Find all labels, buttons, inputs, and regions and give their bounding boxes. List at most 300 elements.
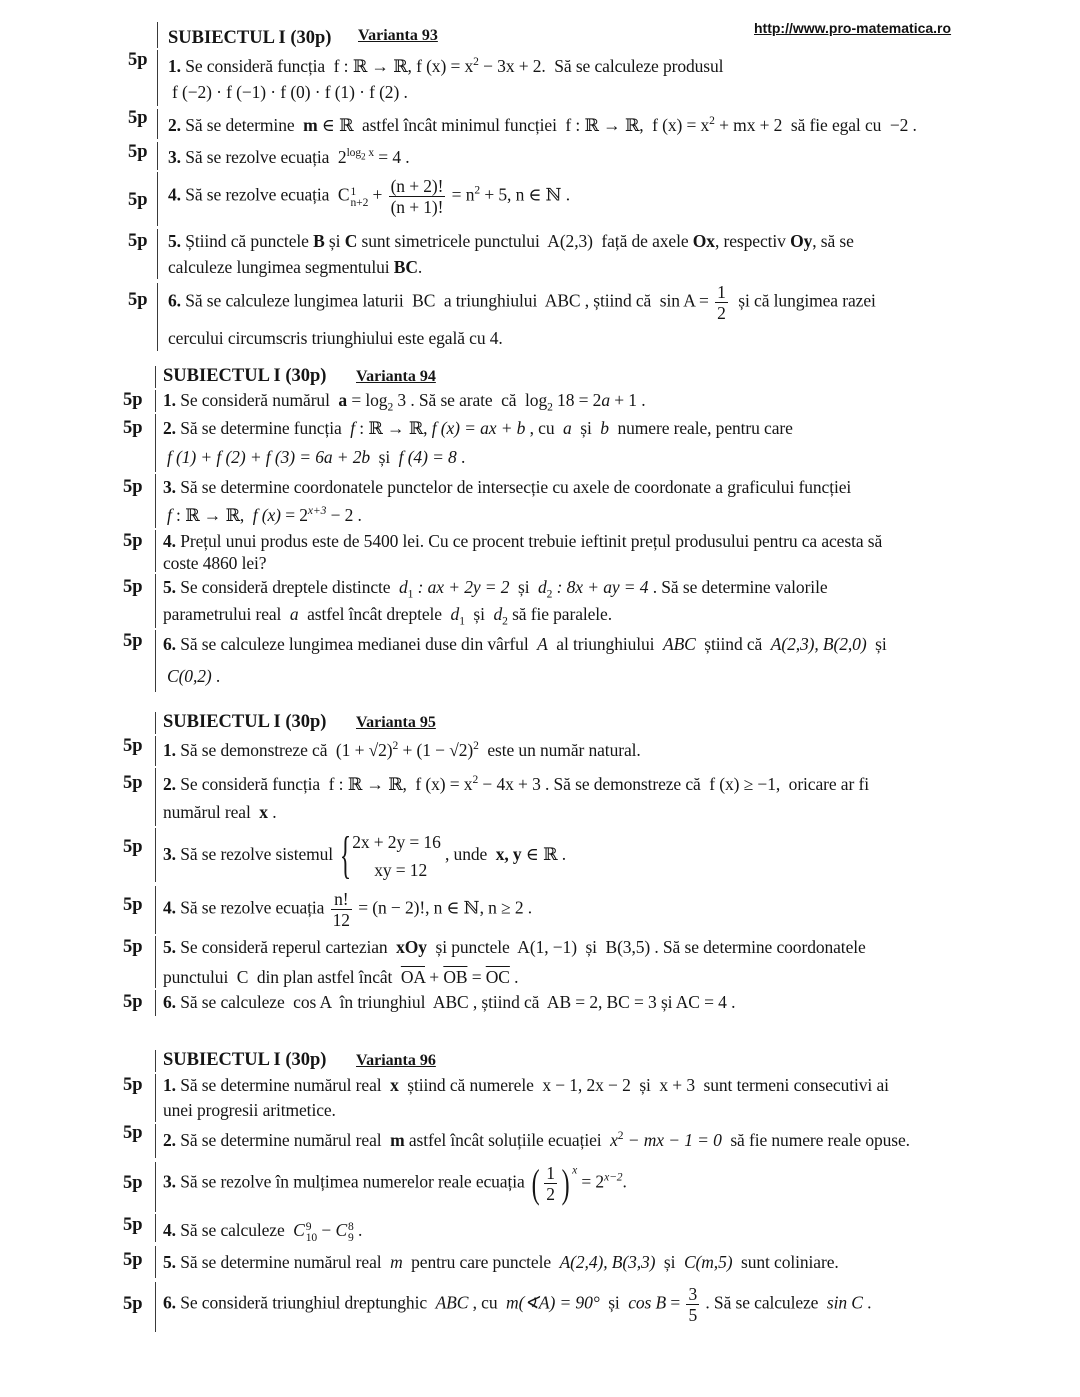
math-variable: x bbox=[610, 1130, 618, 1150]
problem-text-line bbox=[168, 327, 503, 349]
fraction bbox=[331, 889, 352, 930]
points-label: 5p bbox=[123, 477, 143, 497]
problem-text-line bbox=[167, 504, 362, 526]
text-segment: este un număr natural. bbox=[478, 740, 641, 760]
text-segment: = 2 bbox=[577, 1171, 605, 1192]
problem-text-line bbox=[168, 55, 723, 77]
text-segment: Se consideră dreptele distincte bbox=[175, 577, 399, 597]
text-segment: Se consideră reperul cartezian bbox=[175, 937, 397, 957]
margin-rule bbox=[155, 828, 156, 882]
variant-label: Varianta 96 bbox=[356, 1052, 436, 1069]
margin-rule bbox=[155, 1214, 156, 1242]
points-label: 5p bbox=[123, 773, 143, 793]
problem-text-line bbox=[163, 889, 532, 930]
vector-oa: $\overline{OA}$ bbox=[400, 967, 425, 987]
fraction bbox=[715, 282, 728, 323]
problem-text-line bbox=[172, 81, 408, 103]
problem-number: 6. bbox=[163, 1292, 176, 1313]
text-segment: − 2 . bbox=[326, 505, 362, 525]
points-label: 5p bbox=[123, 992, 143, 1012]
text-segment: . bbox=[417, 257, 423, 277]
text-segment: și bbox=[464, 604, 494, 624]
log-base: 2 bbox=[547, 401, 553, 414]
text-segment: Să se calculeze lungimea laturii BC a triunghiului ABC , știind că sin A = bbox=[180, 290, 714, 311]
points-label: 5p bbox=[123, 895, 143, 915]
points-label: 5p bbox=[123, 418, 143, 438]
text-segment: + mx + 2 să fie egal cu −2 . bbox=[714, 115, 917, 135]
text-segment: să fie paralele. bbox=[507, 604, 613, 624]
points-label: 5p bbox=[123, 1215, 143, 1235]
text-segment: și că lungimea razei bbox=[729, 290, 876, 311]
problem-number: 5. bbox=[163, 577, 176, 597]
text-segment: și bbox=[655, 1252, 684, 1272]
problem-text-line bbox=[168, 282, 876, 323]
exponent: 2 bbox=[709, 115, 715, 128]
denominator: 5 bbox=[688, 1305, 698, 1325]
text-segment: sunt simetricele punctului A(2,3) față de axele bbox=[357, 231, 693, 251]
text-segment: + 1 . bbox=[609, 390, 646, 410]
fraction bbox=[686, 1284, 699, 1325]
text-segment: cercului circumscris triunghiului este egală cu 4. bbox=[168, 328, 503, 348]
equation-system bbox=[352, 828, 441, 884]
superscript: 9 bbox=[305, 1221, 312, 1234]
text-segment: Să se determine bbox=[180, 115, 304, 135]
exponent: 2 bbox=[474, 184, 481, 197]
subscript: 2 bbox=[502, 615, 508, 628]
math-expression: f (4) = 8 bbox=[398, 447, 457, 467]
margin-rule bbox=[155, 990, 156, 1016]
points-label: 5p bbox=[123, 937, 143, 957]
text-segment: + bbox=[368, 184, 387, 205]
text-segment: calculeze lungimea segmentului bbox=[168, 257, 394, 277]
text-segment: 18 = 2 bbox=[552, 390, 602, 410]
text-segment: pentru care punctele bbox=[402, 1252, 560, 1272]
exponent: 2 bbox=[472, 774, 479, 787]
superscript: 1 bbox=[350, 185, 357, 198]
section-heading: SUBIECTUL I (30p) bbox=[163, 366, 327, 386]
log-text: log bbox=[346, 147, 362, 160]
log-argument: x bbox=[365, 147, 375, 160]
point-label: C bbox=[344, 231, 358, 251]
points-label: 5p bbox=[123, 390, 143, 410]
text-segment: punctului C din plan astfel încât bbox=[163, 967, 401, 987]
problem-text-line bbox=[163, 1219, 362, 1244]
problem-text-line bbox=[163, 476, 851, 498]
text-segment: , unde bbox=[440, 844, 496, 865]
exponent: 2 bbox=[473, 740, 479, 753]
text-segment: , cu bbox=[468, 1292, 507, 1313]
margin-rule bbox=[155, 712, 156, 734]
problem-text-line bbox=[163, 1099, 336, 1121]
points-label: 5p bbox=[123, 736, 143, 756]
denominator: (n + 1)! bbox=[390, 197, 444, 217]
problem-text-line bbox=[168, 146, 410, 168]
text-segment: și bbox=[599, 1292, 629, 1313]
variant-label: Varianta 95 bbox=[356, 714, 436, 731]
coordinates: C(0,2) bbox=[167, 666, 212, 686]
exponent: 2 bbox=[473, 56, 479, 69]
margin-rule bbox=[155, 886, 156, 934]
text-segment: Se consideră triunghiul dreptunghic bbox=[175, 1292, 436, 1313]
text-segment: 3 . Să se arate că log bbox=[393, 390, 548, 410]
exponent: 2 bbox=[392, 740, 399, 753]
problem-number: 1. bbox=[163, 390, 176, 410]
math-variable: x bbox=[259, 802, 268, 822]
points-label: 5p bbox=[128, 142, 148, 162]
text-segment: sunt termeni consecutivi ai bbox=[694, 1075, 889, 1095]
margin-rule bbox=[157, 142, 158, 170]
math-variable: a bbox=[563, 418, 572, 438]
points-label: 5p bbox=[123, 577, 143, 597]
exponent bbox=[346, 147, 375, 162]
text-segment: Să se determine funcția bbox=[175, 418, 351, 438]
text-segment: Să se rezolve ecuația C bbox=[180, 184, 350, 205]
problem-text-line bbox=[168, 256, 422, 278]
margin-rule bbox=[155, 736, 156, 766]
points-label: 5p bbox=[128, 108, 148, 128]
problem-text-line bbox=[163, 530, 882, 552]
problem-text-line bbox=[163, 1251, 839, 1273]
text-segment: − bbox=[317, 1220, 336, 1240]
problem-text-line bbox=[168, 230, 854, 252]
problem-text-line bbox=[167, 446, 465, 468]
problem-text-line bbox=[168, 176, 570, 217]
margin-rule bbox=[155, 366, 156, 388]
log-base: 2 bbox=[361, 151, 366, 162]
exponent: x+3 bbox=[307, 505, 327, 518]
numerator: n! bbox=[334, 889, 349, 909]
text-segment: Se consideră funcția f : ℝ → ℝ, f (x) = x bbox=[175, 774, 473, 794]
problem-text-line bbox=[163, 936, 866, 958]
problem-number: 2. bbox=[163, 418, 176, 438]
text-segment: și bbox=[571, 418, 601, 438]
margin-rule bbox=[155, 530, 156, 572]
problem-text-line bbox=[163, 1284, 871, 1325]
text-segment: sunt coliniare. bbox=[732, 1252, 839, 1272]
text-segment: : ℝ → ℝ, bbox=[354, 418, 432, 438]
numerator: 1 bbox=[717, 282, 726, 302]
text-segment: − 3x + 2. Să se calculeze produsul bbox=[478, 56, 724, 76]
problem-text-line bbox=[163, 633, 887, 655]
problem-text-line bbox=[163, 389, 646, 414]
math-variable: x, y bbox=[495, 844, 522, 865]
right-paren-icon: ) bbox=[561, 1160, 570, 1206]
problem-text-line bbox=[163, 801, 277, 823]
denominator: 2 bbox=[546, 1184, 555, 1204]
combination-indices bbox=[306, 1222, 317, 1244]
text-segment: = bbox=[666, 1292, 685, 1313]
log-base: 2 bbox=[387, 401, 394, 414]
text-segment: și punctele A(1, −1) și B(3,5) . Să se determine coordonatele bbox=[426, 937, 866, 957]
points-label: 5p bbox=[128, 231, 148, 251]
text-segment: și bbox=[630, 1075, 660, 1095]
text-segment: și bbox=[370, 447, 399, 467]
text-segment: , respectiv bbox=[714, 231, 791, 251]
line-name: d bbox=[450, 604, 460, 624]
text-segment: . bbox=[622, 1171, 627, 1192]
math-expression: f (1) + f (2) + f (3) = 6a + 2b bbox=[167, 447, 371, 467]
margin-rule bbox=[157, 109, 158, 139]
subscript: 2 bbox=[546, 588, 553, 601]
text-segment: unei progresii aritmetice. bbox=[163, 1100, 336, 1120]
math-expression: f bbox=[167, 505, 172, 525]
text-segment: al triunghiului bbox=[547, 634, 663, 654]
section-heading: SUBIECTUL I (30p) bbox=[163, 1050, 327, 1070]
combination-symbol: C bbox=[335, 1220, 348, 1240]
text-segment: Să se rezolve în mulțimea numerelor reale ecuația bbox=[175, 1171, 529, 1192]
section-heading: SUBIECTUL I (30p) bbox=[163, 712, 327, 732]
text-segment: : ℝ → ℝ, bbox=[171, 505, 253, 525]
text-segment: Să se demonstreze că (1 + √2) bbox=[175, 740, 393, 760]
margin-rule bbox=[157, 50, 158, 106]
triangle-label: ABC bbox=[435, 1292, 469, 1313]
problem-number: 3. bbox=[163, 844, 176, 865]
problem-text-line bbox=[163, 1160, 627, 1206]
margin-rule bbox=[155, 414, 156, 472]
points-label: 5p bbox=[123, 531, 143, 551]
math-variable: x bbox=[390, 1075, 399, 1095]
text-segment: . bbox=[456, 447, 466, 467]
text-segment: și bbox=[509, 577, 539, 597]
point-label: A bbox=[537, 634, 548, 654]
math-variable: m bbox=[390, 1130, 405, 1150]
math-expression: x + 3 bbox=[659, 1075, 695, 1095]
line-name: d bbox=[538, 577, 547, 597]
text-segment: = bbox=[467, 967, 486, 987]
text-segment: . Să se calculeze bbox=[701, 1292, 827, 1313]
subscript: 1 bbox=[407, 588, 414, 601]
segment-label: BC bbox=[393, 257, 418, 277]
text-segment: știind că numerele bbox=[398, 1075, 543, 1095]
margin-rule bbox=[155, 1282, 156, 1332]
text-segment: numărul real bbox=[163, 802, 260, 822]
text-segment: Știind că punctele bbox=[180, 231, 314, 251]
subscript: 10 bbox=[305, 1232, 318, 1245]
combination-symbol: C bbox=[293, 1220, 305, 1240]
subscript: 1 bbox=[459, 615, 465, 628]
problem-number: 2. bbox=[163, 774, 176, 794]
margin-rule bbox=[155, 936, 156, 988]
problem-text-line bbox=[163, 417, 793, 439]
coordinates: C(m,5) bbox=[683, 1252, 733, 1272]
text-segment: Să se determine numărul real bbox=[175, 1252, 391, 1272]
problem-text-line bbox=[163, 1129, 910, 1151]
variant-label: Varianta 93 bbox=[358, 27, 438, 44]
superscript: 8 bbox=[348, 1221, 354, 1234]
denominator: 12 bbox=[332, 910, 350, 930]
problem-text-line bbox=[163, 739, 641, 761]
exponent: x bbox=[572, 1164, 578, 1177]
points-label: 5p bbox=[123, 1075, 143, 1095]
problem-text-line bbox=[168, 114, 917, 136]
system-equation-2: xy = 12 bbox=[374, 860, 428, 880]
problem-number: 4. bbox=[163, 1220, 176, 1240]
text-segment: − 4x + 3 . Să se demonstreze că f (x) ≥ −1, oricare ar fi bbox=[478, 774, 869, 794]
problem-text-line bbox=[167, 665, 220, 687]
numerator: 1 bbox=[546, 1163, 555, 1183]
section-heading: SUBIECTUL I (30p) bbox=[168, 28, 332, 48]
text-segment: . bbox=[862, 1292, 872, 1313]
problem-number: 4. bbox=[168, 184, 181, 205]
problem-number: 3. bbox=[163, 477, 176, 497]
text-segment: . bbox=[509, 967, 519, 987]
problem-text-line bbox=[163, 828, 566, 884]
axis-label: Ox bbox=[692, 231, 715, 251]
problem-number: 1. bbox=[163, 1075, 176, 1095]
math-variable: a bbox=[338, 390, 348, 410]
math-expression: − mx − 1 = 0 bbox=[623, 1130, 722, 1150]
text-segment: Să se rezolve ecuația 2 bbox=[180, 147, 347, 167]
combination-indices bbox=[350, 187, 368, 209]
math-variable: a bbox=[601, 390, 610, 410]
margin-rule bbox=[157, 283, 158, 351]
text-segment: , cu bbox=[525, 418, 564, 438]
coordinates: A(2,4), B(3,3) bbox=[559, 1252, 656, 1272]
problem-number: 2. bbox=[163, 1130, 176, 1150]
system-equation-1: 2x + 2y = 16 bbox=[352, 832, 441, 852]
margin-rule bbox=[155, 474, 156, 528]
problem-number: 1. bbox=[168, 56, 181, 76]
text-segment: să fie numere reale opuse. bbox=[721, 1130, 910, 1150]
coordinates: A(2,3), B(2,0) bbox=[770, 634, 867, 654]
points-label: 5p bbox=[128, 50, 148, 70]
text-segment: numere reale, pentru care bbox=[608, 418, 793, 438]
math-variable: m bbox=[303, 115, 318, 135]
text-segment: Se consideră numărul bbox=[175, 390, 339, 410]
text-segment: ∈ ℝ astfel încât minimul funcției f : ℝ → ℝ, f (x) = x bbox=[317, 115, 710, 135]
math-expression: f (x) = ax + b bbox=[431, 418, 526, 438]
points-label: 5p bbox=[123, 1294, 143, 1314]
variant-label: Varianta 94 bbox=[356, 368, 436, 385]
point-label: B bbox=[313, 231, 325, 251]
axis-label: Oy bbox=[790, 231, 813, 251]
text-segment: Să se calculeze cos A în triunghiul ABC , știind că AB = 2, BC = 3 și AC = 4 . bbox=[175, 992, 736, 1012]
problem-number: 4. bbox=[163, 897, 176, 918]
text-segment: + (1 − √2) bbox=[398, 740, 474, 760]
vector-oc: $\overline{OC}$ bbox=[485, 967, 510, 987]
text-segment: = (n − 2)!, n ∈ ℕ, n ≥ 2 . bbox=[353, 897, 533, 918]
text-segment: = 2 bbox=[280, 505, 308, 525]
denominator: 2 bbox=[717, 303, 726, 323]
text-segment: coste 4860 lei? bbox=[163, 553, 267, 573]
text-segment: . Să se determine valorile bbox=[648, 577, 828, 597]
math-expression: sin C bbox=[826, 1292, 863, 1313]
text-segment: + 5, n ∈ ℕ . bbox=[480, 184, 571, 205]
margin-rule bbox=[155, 1246, 156, 1278]
problem-number: 5. bbox=[168, 231, 181, 251]
points-label: 5p bbox=[123, 837, 143, 857]
angle-measure: m(∢A) = 90° bbox=[506, 1292, 600, 1313]
text-segment: parametrului real bbox=[163, 604, 290, 624]
margin-rule bbox=[155, 768, 156, 826]
website-link[interactable]: http://www.pro-matematica.ro bbox=[754, 20, 952, 36]
math-expression: f bbox=[350, 418, 355, 438]
text-segment: , să se bbox=[812, 231, 854, 251]
problem-text-line bbox=[163, 991, 735, 1013]
subscript: 9 bbox=[348, 1232, 354, 1245]
problem-text-line bbox=[163, 1074, 889, 1096]
text-segment: Să se determine coordonatele punctelor de intersecție cu axele de coordonate a graficului funcției bbox=[175, 477, 852, 497]
margin-rule bbox=[155, 1050, 156, 1072]
text-segment: Prețul unui produs este de 5400 lei. Cu ce procent trebuie ieftinit prețul produsului pentru ca acesta să bbox=[175, 531, 883, 551]
margin-rule bbox=[157, 22, 158, 48]
text-segment: = 4 . bbox=[374, 147, 410, 167]
problem-text-line bbox=[163, 576, 828, 601]
line-equation: : 8x + ay = 4 bbox=[552, 577, 649, 597]
text-segment: astfel încât soluțiile ecuației bbox=[404, 1130, 611, 1150]
line-equation: : ax + 2y = 2 bbox=[413, 577, 510, 597]
math-variable: b bbox=[600, 418, 609, 438]
math-expression: x − 1, 2x − 2 bbox=[542, 1075, 631, 1095]
margin-rule bbox=[157, 172, 158, 226]
text-segment: . bbox=[211, 666, 221, 686]
text-segment: Să se calculeze lungimea medianei duse din vârful bbox=[175, 634, 538, 654]
problem-number: 5. bbox=[163, 937, 176, 957]
exponent: 2 bbox=[617, 1130, 624, 1143]
math-expression: f (x) bbox=[252, 505, 281, 525]
points-label: 5p bbox=[128, 190, 148, 210]
margin-rule bbox=[155, 630, 156, 692]
margin-rule bbox=[155, 1162, 156, 1212]
subscript: n+2 bbox=[350, 196, 369, 209]
text-segment: știind că bbox=[695, 634, 771, 654]
text-segment: ∈ ℝ . bbox=[521, 844, 566, 865]
problem-number: 1. bbox=[163, 740, 176, 760]
text-segment: Să se determine numărul real bbox=[175, 1075, 391, 1095]
points-label: 5p bbox=[123, 631, 143, 651]
fraction bbox=[544, 1163, 557, 1204]
margin-rule bbox=[155, 390, 156, 412]
math-variable: a bbox=[289, 604, 299, 624]
math-expression: f (−2) · f (−1) · f (0) · f (1) · f (2) . bbox=[172, 82, 408, 102]
line-name: d bbox=[399, 577, 408, 597]
text-segment: și bbox=[324, 231, 345, 251]
points-label: 5p bbox=[128, 290, 148, 310]
text-segment: Să se determine numărul real bbox=[175, 1130, 391, 1150]
margin-rule bbox=[155, 574, 156, 628]
text-segment: . bbox=[267, 802, 277, 822]
problem-number: 3. bbox=[163, 1171, 176, 1192]
margin-rule bbox=[155, 1074, 156, 1122]
points-label: 5p bbox=[123, 1173, 143, 1193]
problem-number: 3. bbox=[168, 147, 181, 167]
left-brace-icon: { bbox=[340, 827, 352, 884]
text-segment: = n bbox=[447, 184, 475, 205]
math-variable: m bbox=[390, 1252, 403, 1272]
problem-number: 6. bbox=[163, 992, 176, 1012]
points-label: 5p bbox=[123, 1250, 143, 1270]
numerator: (n + 2)! bbox=[390, 176, 444, 196]
text-segment: . bbox=[353, 1220, 363, 1240]
math-expression: cos B bbox=[628, 1292, 667, 1313]
exponent: x−2 bbox=[604, 1171, 623, 1184]
fraction bbox=[389, 176, 446, 217]
numerator: 3 bbox=[688, 1284, 698, 1304]
problem-number: 4. bbox=[163, 531, 176, 551]
problem-text-line bbox=[163, 966, 518, 988]
vector-ob: $\overline{OB}$ bbox=[443, 967, 468, 987]
problem-number: 6. bbox=[168, 290, 181, 311]
text-segment: și bbox=[866, 634, 887, 654]
margin-rule bbox=[155, 1124, 156, 1158]
text-segment: + bbox=[424, 967, 444, 987]
line-name: d bbox=[493, 604, 503, 624]
text-segment: Se consideră funcția f : ℝ → ℝ, f (x) = x bbox=[180, 56, 474, 76]
problem-number: 5. bbox=[163, 1252, 176, 1272]
text-segment: Să se rezolve sistemul bbox=[175, 844, 338, 865]
coordinate-system-label: xOy bbox=[396, 937, 427, 957]
problem-number: 6. bbox=[163, 634, 176, 654]
